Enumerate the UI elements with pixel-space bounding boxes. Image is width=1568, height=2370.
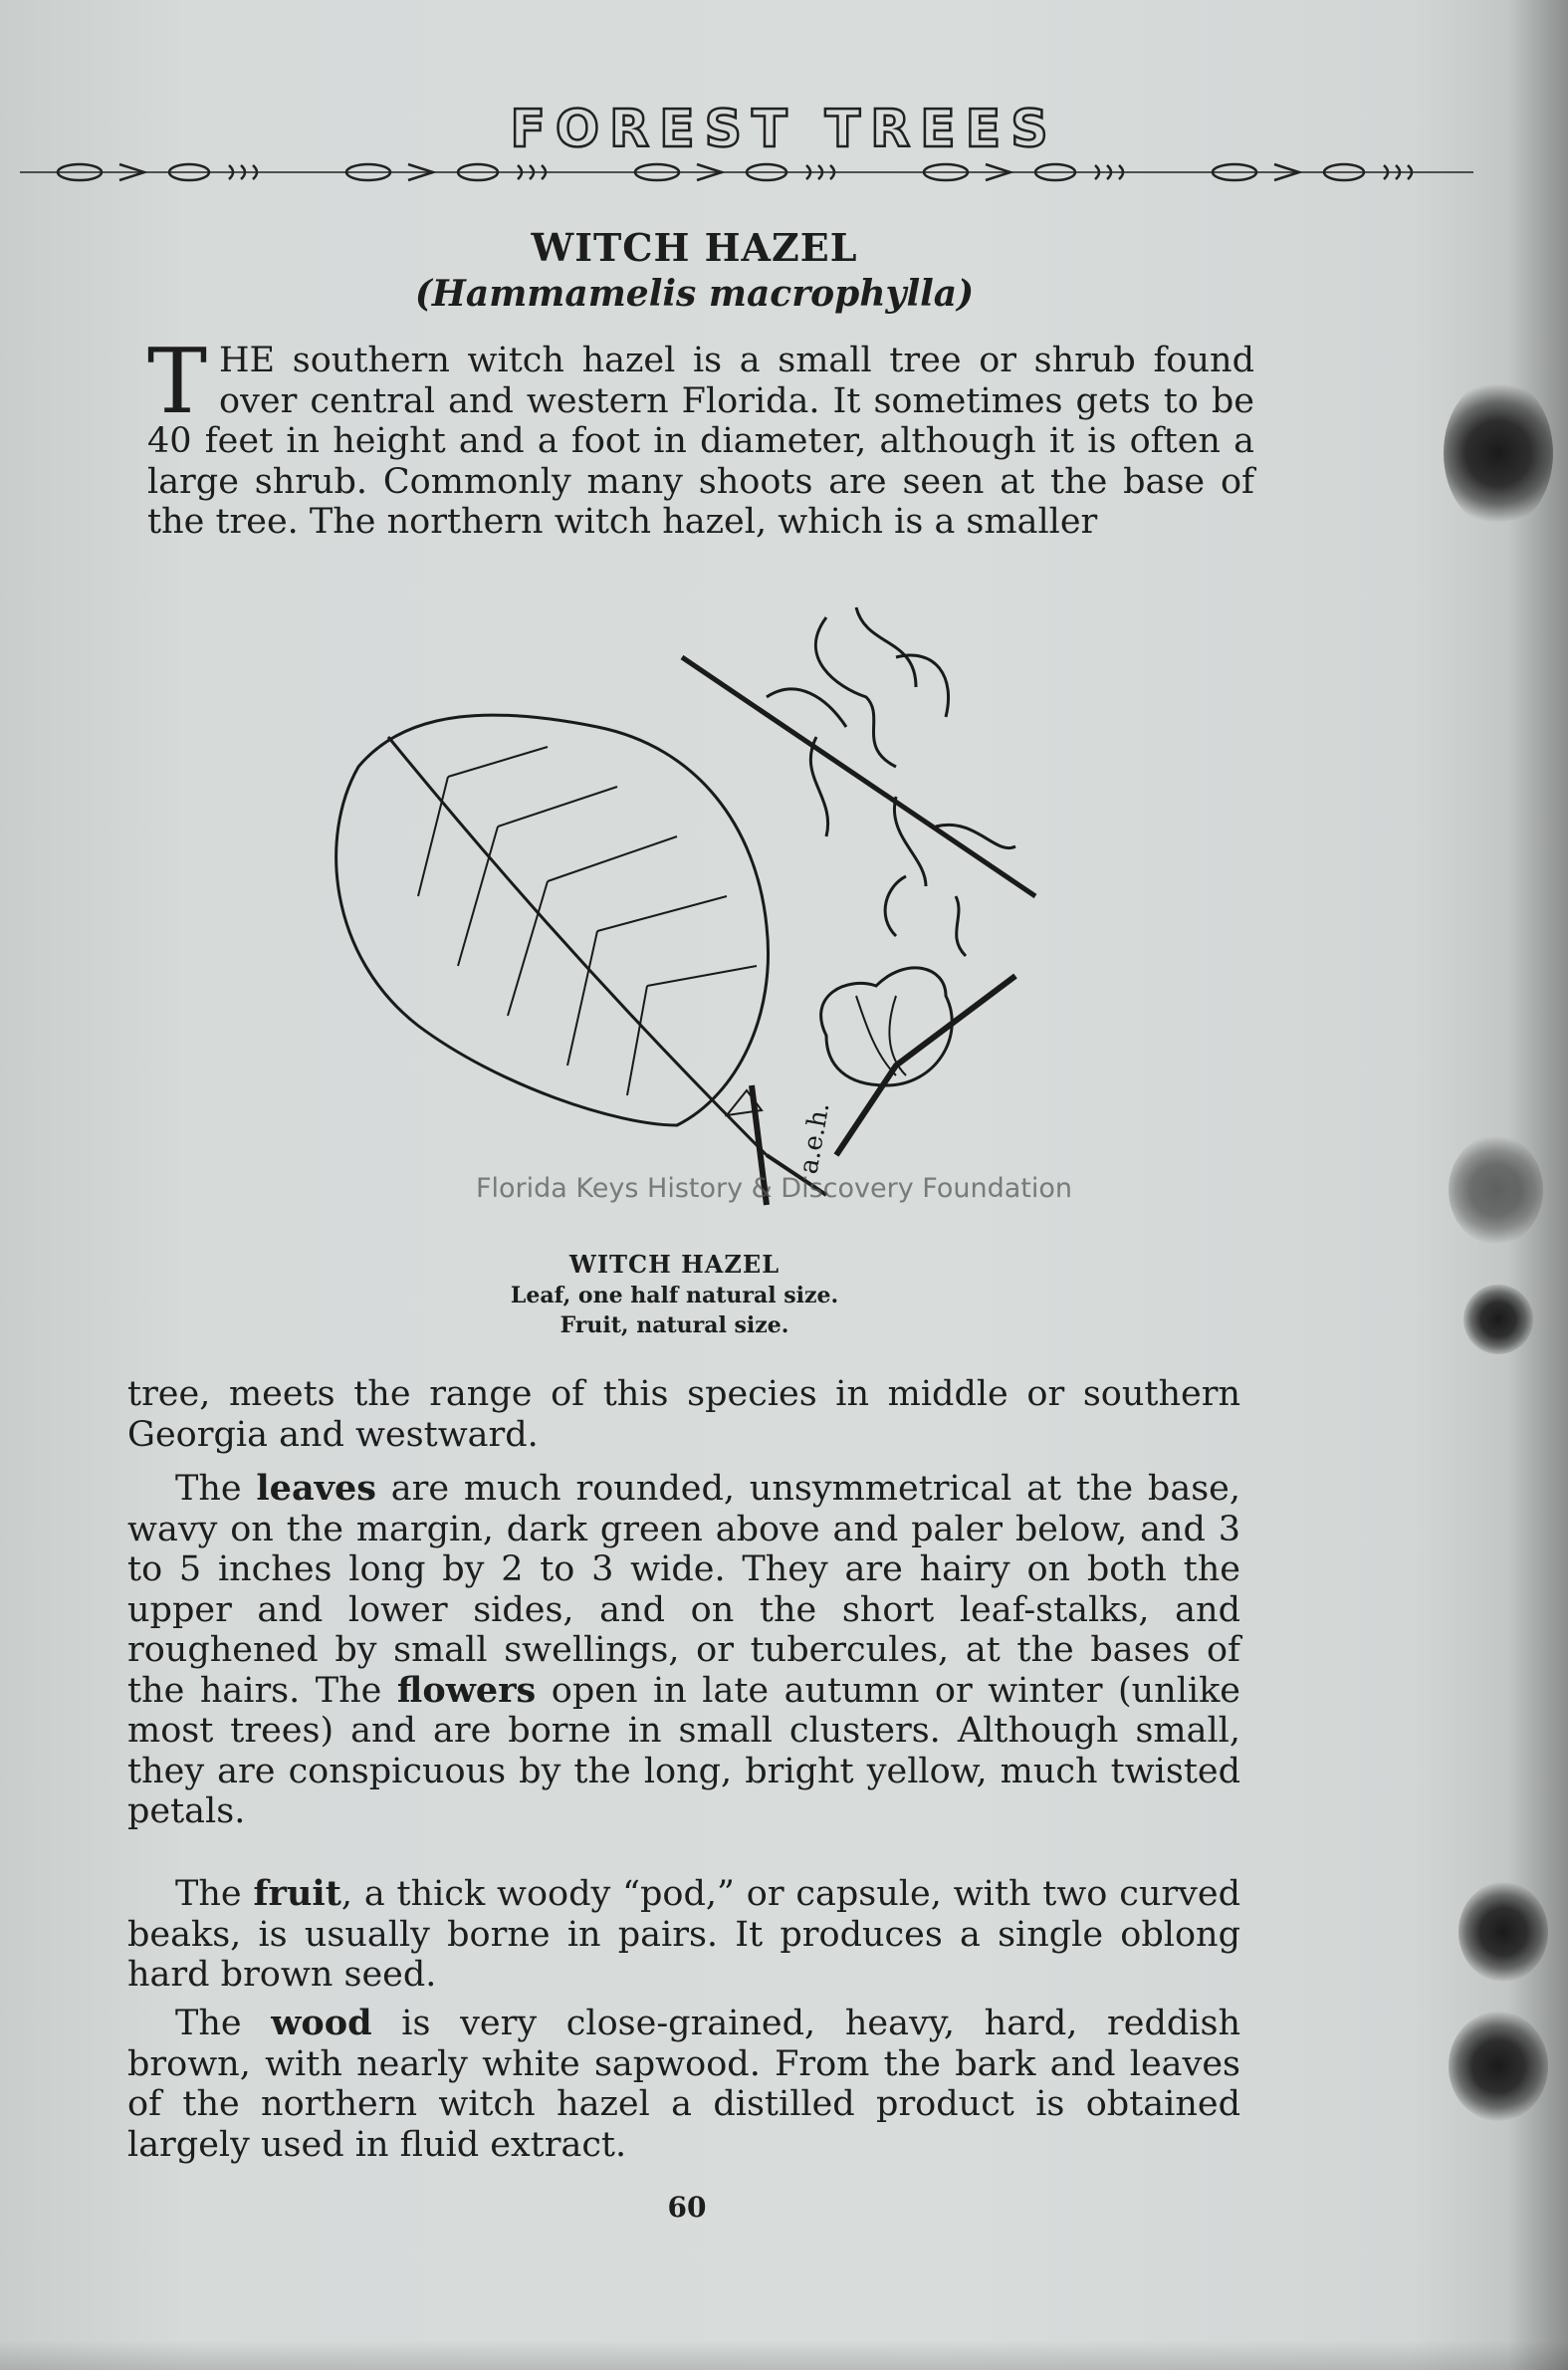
page-bottom-edge <box>0 2340 1568 2370</box>
figure-caption-title: WITCH HAZEL <box>568 1250 781 1279</box>
intro-text: HE southern witch hazel is a small tree or shrub found over central and western Florida. It sometimes gets to be 40 feet in height and a foot in diameter, although it is often a large shrub. Commonly many shoots are seen at the base of the tree. The northern witch hazel, which is a smaller <box>147 341 1254 542</box>
burn-mark <box>1458 1882 1548 1982</box>
burn-mark <box>1449 2012 1548 2121</box>
fruit-twig <box>836 976 1015 1155</box>
fruit-capsule <box>821 968 953 1085</box>
watermark: Florida Keys History & Discovery Foundation <box>476 1173 1072 1204</box>
page-number: 60 <box>667 2191 707 2224</box>
running-head: FOREST TREES <box>510 100 1058 159</box>
burn-mark <box>1444 378 1553 528</box>
fruit-term: fruit <box>253 1873 341 1914</box>
article-title: WITCH HAZEL <box>531 225 858 270</box>
figure-caption-line: Fruit, natural size. <box>560 1312 789 1338</box>
ornamental-border <box>20 157 1473 187</box>
leaf-outline <box>336 715 769 1125</box>
wood-paragraph: The wood is very close-grained, heavy, hard, reddish brown, with nearly white sapwood. From the bark and leaves of the northern witch hazel a distilled product is obtained largely used in fluid extract. <box>127 2003 1240 2165</box>
leaves-paragraph: The leaves are much rounded, unsymmetrical at the base, wavy on the margin, dark green above and paler below, and 3 to 5 inches long by 2 to 3 wide. They are hairy on both the upper and lower sides, and on the short leaf-stalks, and roughened by small swellings, or tubercules, at the bases of the hairs. The flowers open in late autumn or winter (unlike most trees) and are borne in small clusters. Although small, they are conspicuous by the long, bright yellow, much twisted petals. <box>127 1468 1240 1831</box>
scientific-name: (Hammamelis macrophylla) <box>414 273 975 315</box>
drop-cap: T <box>147 330 208 434</box>
leaves-term: leaves <box>256 1468 376 1509</box>
burn-mark <box>1449 1135 1543 1245</box>
flowers-term: flowers <box>396 1669 537 1711</box>
artist-initials: a.e.h. <box>793 1099 836 1177</box>
continuation-paragraph: tree, meets the range of this species in middle or southern Georgia and westward. <box>127 1374 1240 1455</box>
intro-paragraph <box>147 330 1254 543</box>
burn-mark <box>1463 1285 1533 1354</box>
fruit-paragraph: The fruit, a thick woody “pod,” or capsule, with two curved beaks, is usually borne in pairs. It produces a single oblong hard brown seed. <box>127 1873 1240 1995</box>
witch-hazel-illustration <box>299 597 1075 1245</box>
figure-caption-line: Leaf, one half natural size. <box>510 1283 839 1308</box>
wood-term: wood <box>271 2003 372 2043</box>
